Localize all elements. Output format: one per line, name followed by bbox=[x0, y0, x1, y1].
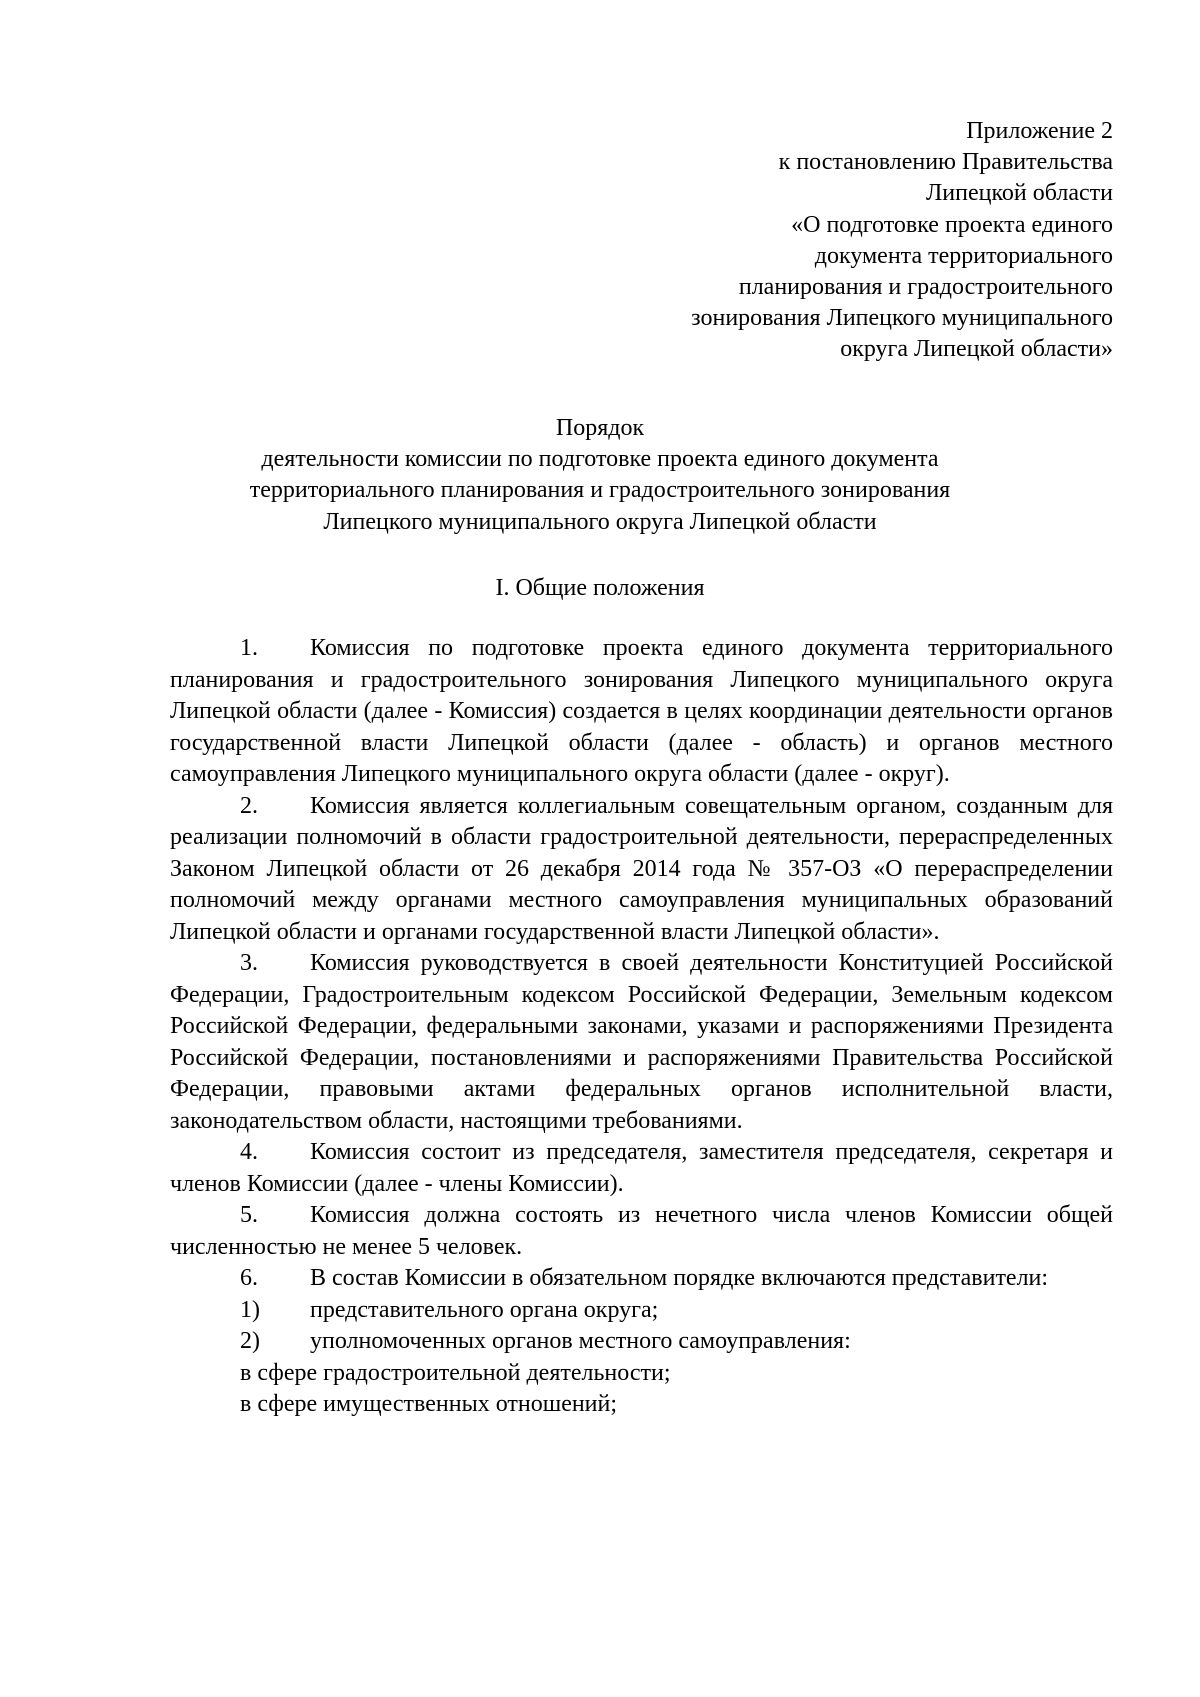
paragraph-text: Комиссия должна состоять из нечетного числа членов Комиссии общей численностью не менее 5 человек. bbox=[170, 1202, 1113, 1260]
appendix-line: документа территориального bbox=[814, 242, 1113, 269]
appendix-line: зонирования Липецкого муниципального bbox=[691, 305, 1113, 332]
paragraph-number: 5. bbox=[240, 1202, 258, 1228]
paragraph-number: 3. bbox=[240, 950, 258, 976]
paragraph-number: 6. bbox=[240, 1265, 258, 1291]
indented-line: в сфере градостроительной деятельности; bbox=[240, 1359, 671, 1386]
paragraph-number: 1. bbox=[240, 635, 258, 661]
paragraph-2 bbox=[170, 791, 1113, 949]
paragraph-5 bbox=[170, 1200, 1113, 1263]
paragraph-text: Комиссия руководствуется в своей деятельности Конституцией Российской Федерации, Градостроительным кодексом Российской Федерации, Земельным кодексом Российской Федерации, федеральными законами, указами и распоряжениями Президента Российской Федерации, постановлениями и распоряжениями Правительства Российской Федерации, правовыми актами федеральных органов исполнительной власти, законодательством области, настоящими требованиями. bbox=[170, 950, 1113, 1134]
appendix-header bbox=[553, 116, 1113, 366]
appendix-line: Приложение 2 bbox=[966, 118, 1113, 144]
document-title bbox=[100, 413, 1100, 538]
sub-item-number: 2) bbox=[240, 1328, 260, 1354]
appendix-line: к постановлению Правительства bbox=[778, 149, 1113, 176]
paragraph-4 bbox=[170, 1137, 1113, 1200]
paragraph-3 bbox=[170, 948, 1113, 1137]
paragraph-number: 2. bbox=[240, 792, 258, 819]
sub-item-1 bbox=[170, 1295, 1113, 1327]
section-heading: I. Общие положения bbox=[495, 575, 705, 601]
paragraph-text: Комиссия является коллегиальным совещательным органом, созданным для реализации полномочий в области градостроительной деятельности, перераспределенных Законом Липецкой области от 26 декабря 2014 года № 357-ОЗ «О перераспределении полномочий между органами местного самоуправления муниципальных образований Липецкой области и органами государственной власти Липецкой области». bbox=[170, 792, 1113, 945]
paragraph-6 bbox=[170, 1263, 1113, 1295]
sub-item-2 bbox=[170, 1326, 1113, 1358]
paragraph-text: Комиссия по подготовке проекта единого документа территориального планирования и градостроительного зонирования Липецкого муниципального округа Липецкой области (далее - Комиссия) создается в целях координации деятельности органов государственной власти Липецкой области (далее - область) и органов местного самоуправления Липецкого муниципального округа области (далее - округ). bbox=[170, 635, 1113, 787]
title-line: Порядок bbox=[555, 415, 645, 441]
appendix-line: Липецкой области bbox=[926, 180, 1113, 207]
paragraph-number: 4. bbox=[240, 1139, 258, 1165]
document-body bbox=[170, 633, 1113, 1421]
sub-item-text: уполномоченных органов местного самоуправления: bbox=[310, 1328, 851, 1354]
sub-item-number: 1) bbox=[240, 1296, 260, 1323]
paragraph-1 bbox=[170, 633, 1113, 791]
paragraph-text: Комиссия состоит из председателя, заместителя председателя, секретаря и членов Комиссии (далее - члены Комиссии). bbox=[170, 1139, 1113, 1197]
sub-item-text: представительного органа округа; bbox=[310, 1296, 659, 1323]
paragraph-text: В состав Комиссии в обязательном порядке включаются представители: bbox=[310, 1265, 1049, 1291]
appendix-line: «О подготовке проекта единого bbox=[791, 211, 1113, 238]
title-line: деятельности комиссии по подготовке проекта единого документа bbox=[261, 446, 939, 473]
indented-line: в сфере имущественных отношений; bbox=[240, 1391, 618, 1417]
title-line: Липецкого муниципального округа Липецкой области bbox=[323, 508, 877, 535]
appendix-line: планирования и градостроительного bbox=[738, 274, 1113, 301]
title-line: территориального планирования и градостроительного зонирования bbox=[249, 477, 951, 504]
appendix-line: округа Липецкой области» bbox=[840, 336, 1113, 363]
